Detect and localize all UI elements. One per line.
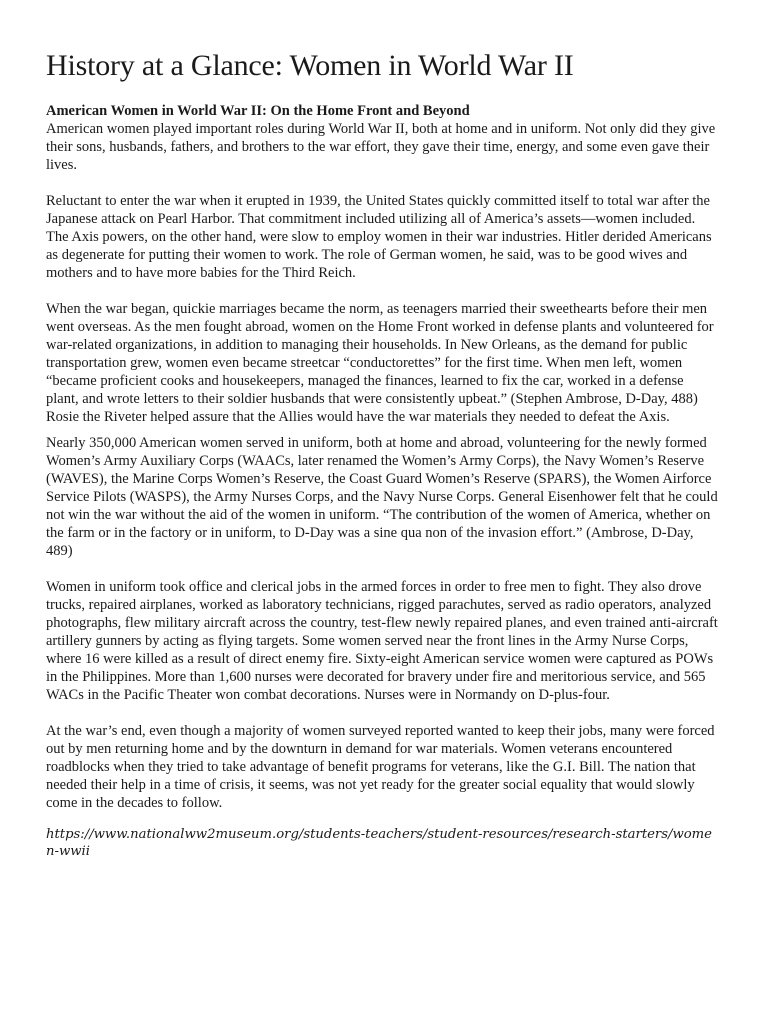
paragraph-pearl-harbor: Reluctant to enter the war when it erupted in 1939, the United States quickly committed itself to total war after the Japanese attack on Pearl Harbor. That commitment included utilizing all of America’s assets—women included. The Axis powers, on the other hand, were slow to employ women in their war industries. Hitler derided Americans as degenerate for putting their women to work. The role of German women, he said, was to be good wives and mothers and to have more babies for the Third Reich. (46, 193, 712, 281)
document-page (46, 48, 718, 860)
paragraph-war-end: At the war’s end, even though a majority of women surveyed reported wanted to keep their jobs, many were forced out by men returning home and by the downturn in demand for war materials. Women veterans encountered roadblocks when they tried to take advantage of benefit programs for veterans, like the G.I. Bill. The nation that needed their help in a time of crisis, it seems, was not yet ready for the greater social equality that would slowly come in the decades to follow. (46, 723, 715, 811)
section-subtitle: American Women in World War II: On the Home Front and Beyond (46, 103, 470, 119)
paragraph-jobs: Women in uniform took office and clerical jobs in the armed forces in order to free men to fight. They also drove trucks, repaired airplanes, worked as laboratory technicians, rigged parachutes, served as radio operators, analyzed photographs, flew military aircraft across the country, test-flew newly repaired planes, and even trained anti-aircraft artillery gunners by acting as flying targets. Some women served near the front lines in the Army Nurse Corps, where 16 were killed as a result of direct enemy fire. Sixty-eight American service women were captured as POWs in the Philippines. More than 1,600 nurses were decorated for bravery under fire and meritorious service, and 565 WACs in the Pacific Theater won combat decorations. Nurses were in Normandy on D-plus-four. (46, 579, 718, 703)
paragraph-intro: American women played important roles during World War II, both at home and in uniform. Not only did they give their sons, husbands, fathers, and brothers to the war effort, they gave their time, energy, and some even gave their lives. (46, 121, 716, 173)
page-title: History at a Glance: Women in World War II (46, 49, 574, 82)
paragraph-in-uniform: Nearly 350,000 American women served in uniform, both at home and abroad, volunteering for the newly formed Women’s Army Auxiliary Corps (WAACs, later renamed the Women’s Army Corps), the Navy Women’s Reserve (WAVES), the Marine Corps Women’s Reserve, the Coast Guard Women’s Reserve (SPARS), the Women Airforce Service Pilots (WASPS), the Army Nurses Corps, and the Navy Nurse Corps. General Eisenhower felt that he could not win the war without the aid of the women in uniform. “The contribution of the women of America, whether on the farm or in the factory or in uniform, to D-Day was a sine qua non of the invasion effort.” (Ambrose, D-Day, 489) (46, 435, 718, 559)
source-url: https://www.nationalww2museum.org/students-teachers/student-resources/research-starters/women-wwii (46, 827, 712, 859)
paragraph-home-front: When the war began, quickie marriages became the norm, as teenagers married their sweethearts before their men went overseas. As the men fought abroad, women on the Home Front worked in defense plants and volunteered for war-related organizations, in addition to managing their households. In New Orleans, as the demand for public transportation grew, women even became streetcar “conductorettes” for the first time. When men left, women “became proficient cooks and housekeepers, managed the finances, learned to fix the car, worked in a defense plant, and wrote letters to their soldier husbands that were consistently upbeat.” (Stephen Ambrose, D-Day, 488) Rosie the Riveter helped assure that the Allies would have the war materials they needed to defeat the Axis. (46, 301, 714, 425)
